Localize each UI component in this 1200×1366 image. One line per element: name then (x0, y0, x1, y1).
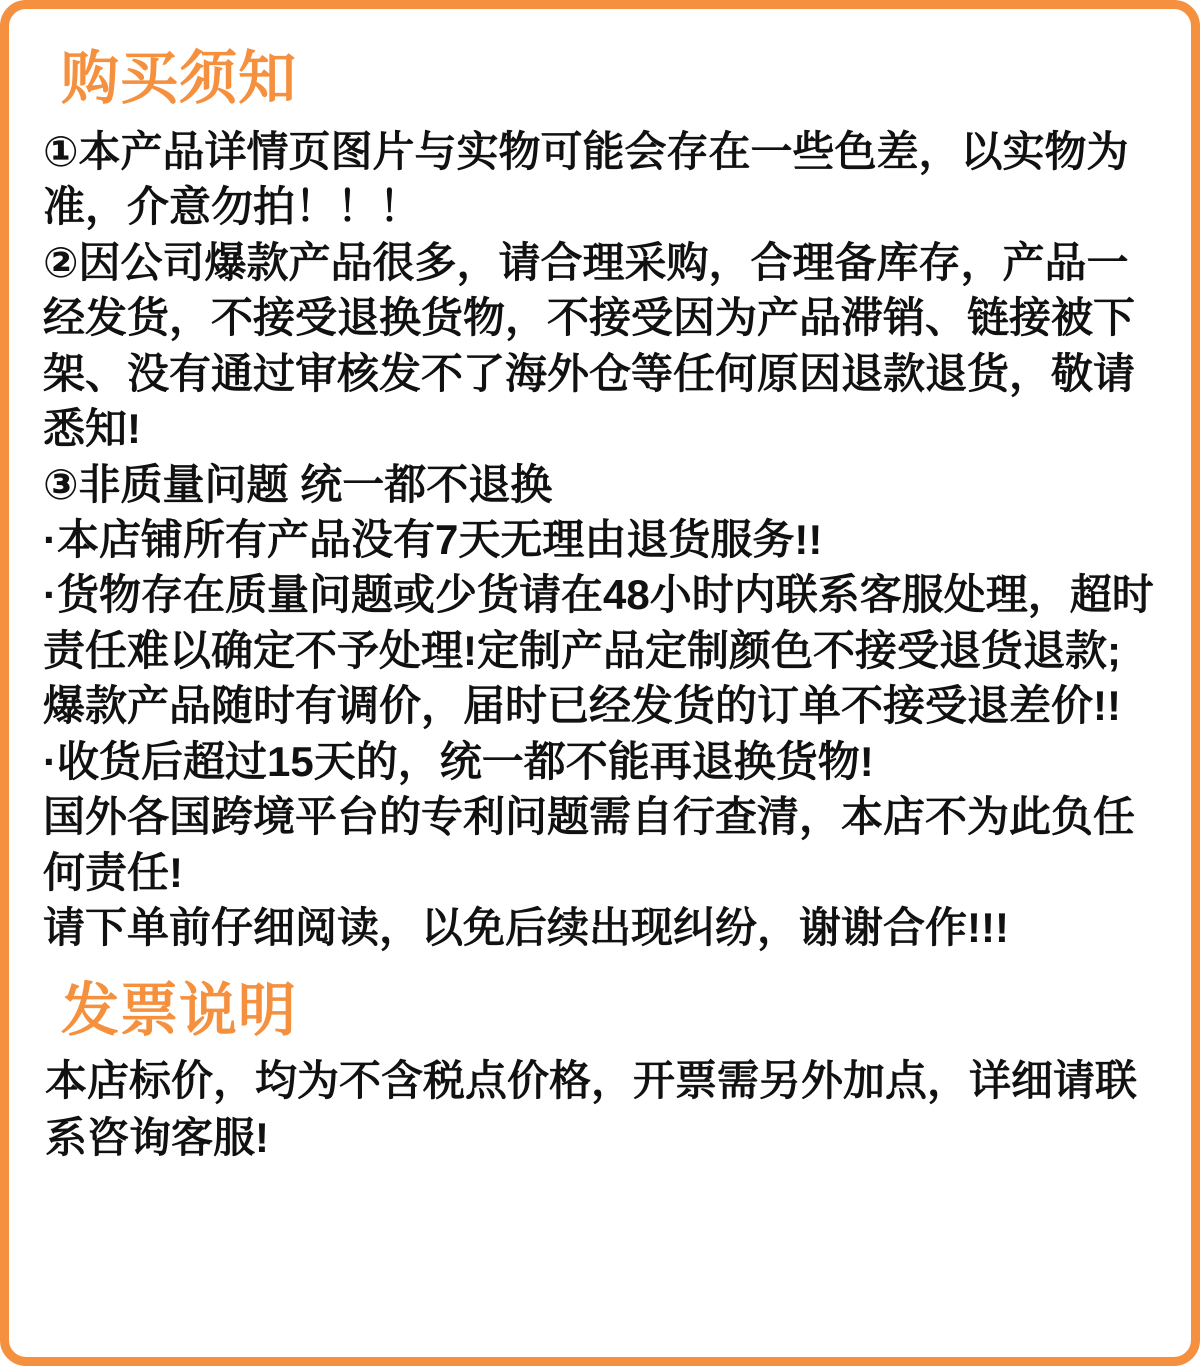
notice-paragraph: ②因公司爆款产品很多，请合理采购，合理备库存，产品一经发货，不接受退换货物，不接受因为产品滞销、链接被下架、没有通过审核发不了海外仓等任何原因退款退货，敬请悉知! (43, 238, 1136, 453)
notice-paragraph: ①本产品详情页图片与实物可能会存在一些色差，以实物为准，介意勿拍！！！ (43, 127, 1129, 231)
notice-paragraph: 请下单前仔细阅读，以免后续出现纠纷，谢谢合作!!! (43, 904, 1009, 952)
purchase-notice-heading: 购买须知 (61, 46, 298, 111)
notice-paragraph: 国外各国跨境平台的专利问题需自行查清，本店不为此负任何责任! (43, 793, 1136, 896)
purchase-notice-body (43, 124, 1157, 956)
invoice-notice-heading: 发票说明 (61, 978, 298, 1044)
invoice-notice-body (45, 1052, 1157, 1166)
notice-paragraph: ·货物存在质量问题或少货请在48小时内联系客服处理，超时责任难以确定不予处理!定制产品定制颜色不接受退货退款;爆款产品随时有调价，届时已经发货的订单不接受退差价!! (43, 571, 1154, 730)
notice-paragraph: ③非质量问题 统一都不退换 (43, 460, 553, 508)
notice-paragraph: ·本店铺所有产品没有7天无理由退货服务!! (43, 515, 823, 563)
invoice-paragraph: 本店标价，均为不含税点价格，开票需另外加点，详细请联系咨询客服! (45, 1057, 1138, 1162)
notice-paragraph: ·收货后超过15天的，统一都不能再退换货物! (43, 737, 874, 785)
